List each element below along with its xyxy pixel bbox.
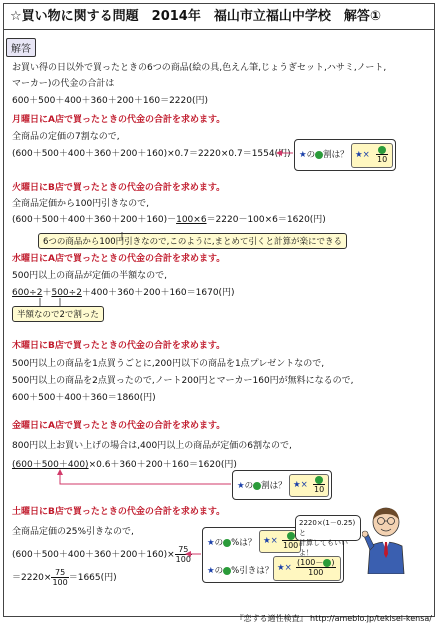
tuesday-line-2: (600＋500＋400＋360＋200＋160)－100×6＝2220－100×6＝1620(円): [12, 215, 326, 225]
tuesday-line-1: 全商品定価から100円引きなので,: [12, 199, 150, 209]
hint-times: ★×: [355, 150, 370, 160]
hint-formula-off: ★× $\frac{(100- )}{100}$: [273, 556, 341, 581]
friday-line-2: (600＋500＋400)×0.6＋360＋200＋160＝1620(円): [12, 460, 237, 470]
green-dot-icon: [223, 539, 231, 547]
monday-line-2: (600＋500＋400＋360＋200＋160)×0.7＝2220×0.7＝1554(円): [12, 149, 291, 159]
saturday-line-2: (600＋500＋400＋360＋200＋160)× $\frac{75}{100}$: [12, 545, 191, 564]
friday-heading: 金曜日にA店で買ったときの代金の合計を求めます。: [12, 421, 226, 431]
monday-heading: 月曜日にA店で買ったときの代金の合計を求めます。: [12, 115, 226, 125]
saturday-fraction-1: $\frac{75}{100}$: [175, 545, 191, 564]
star-icon: ★: [237, 481, 245, 491]
hint-wari-label: 割は？: [323, 150, 349, 160]
teacher-illustration-icon: [362, 506, 410, 574]
hint-fraction: 10: [376, 145, 388, 164]
friday-underlined: (600＋500＋400): [12, 460, 89, 470]
hint-formula: [351, 143, 393, 168]
star-icon: ★: [207, 566, 215, 576]
answer-badge: 解答: [6, 38, 36, 57]
thursday-line-3: 600＋500＋400＋360＝1860(円): [12, 393, 156, 403]
tuesday-heading: 火曜日にB店で買ったときの代金の合計を求めます。: [12, 183, 226, 193]
hint-formula: ★× 100: [259, 530, 301, 553]
green-dot-icon: [378, 146, 386, 154]
wednesday-heading: 水曜日にA店で買ったときの代金の合計を求めます。: [12, 254, 226, 264]
thursday-heading: 木曜日にB店で買ったときの代金の合計を求めます。: [12, 341, 226, 351]
hint-of: の: [306, 150, 316, 160]
hint-fraction: 100: [282, 531, 299, 550]
wednesday-note: 半額なので2で割った: [12, 306, 104, 322]
speech-bubble: 2220×(1－0.25) と 計算してもいいよ！: [295, 515, 361, 541]
saturday-line-3: ＝2220× $\frac{75}{100}$ ＝1665(円): [12, 568, 117, 587]
star-icon: ★: [207, 538, 215, 548]
green-dot-icon: [315, 476, 323, 484]
green-dot-icon: [315, 151, 323, 159]
saturday-heading: 土曜日にB店で買ったときの代金の合計を求めます。: [12, 507, 226, 517]
green-dot-icon: [253, 482, 261, 490]
saturday-line-1: 全商品定価の25%引きなので,: [12, 527, 134, 537]
friday-line-1: 800円以上お買い上げの場合は,400円以上の商品が定価の6割なので,: [12, 441, 292, 451]
thursday-line-2: 500円以上の商品を2点買ったので,ノート200円とマーカー160円が無料になるので,: [12, 376, 354, 386]
hint-percent-box: ★の %は？ ★× 100 ★の %引きは？ ★× $\frac{(100- )}{100}$: [202, 527, 344, 583]
hint-fraction-off: $\frac{(100- )}{100}$: [297, 558, 335, 577]
star-icon: ★: [299, 150, 307, 160]
hint-fraction: 10: [313, 475, 325, 494]
footer-credit: 『恋する適性検査』 http://ameblo.jp/tekisei-kensa/: [235, 614, 432, 623]
intro-line-1: お買い得の日以外で買ったときの6つの商品(絵の具,色えん筆,じょうぎセット,ハサミ,ノート,: [12, 63, 387, 73]
wednesday-underlined-1: 600÷2: [12, 288, 43, 298]
page-title: ☆買い物に関する問題 2014年 福山市立福山中学校 解答①: [4, 4, 434, 30]
tuesday-note: 6つの商品から100円引きなので,このように,まとめて引くと計算が楽にできる: [38, 233, 347, 249]
hint-formula: ★× 10: [289, 474, 329, 497]
wednesday-line-2: 600÷2＋500÷2＋400＋360＋200＋160＝1670(円): [12, 288, 235, 298]
wednesday-underlined-2: 500÷2: [51, 288, 82, 298]
thursday-line-1: 500円以上の商品を1点買うごとに,200円以下の商品を1点プレゼントなので,: [12, 359, 325, 369]
wednesday-line-1: 500円以上の商品が定価の半額なので,: [12, 271, 168, 281]
green-dot-icon: [223, 567, 231, 575]
intro-line-3: 600＋500＋400＋360＋200＋160＝2220(円): [12, 96, 208, 106]
monday-line-1: 全商品の定価の7割なので,: [12, 132, 120, 142]
green-dot-icon: [287, 532, 295, 540]
hint-wari-box-2: ★の 割は？ ★× 10: [232, 470, 332, 500]
saturday-fraction-2: $\frac{75}{100}$: [52, 568, 68, 587]
intro-line-2: マーカー)の代金の合計は: [12, 79, 115, 89]
hint-wari-box-1: [294, 139, 396, 171]
tuesday-underlined: 100×6: [176, 215, 207, 225]
